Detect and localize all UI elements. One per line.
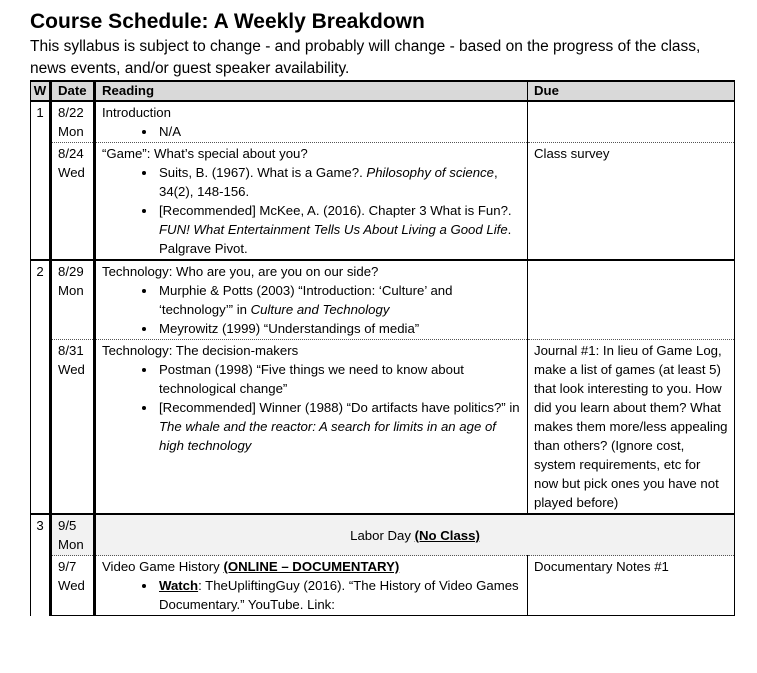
citation-details: . Palgrave Pivot. — [159, 222, 512, 256]
reading-list — [102, 122, 521, 141]
date: 9/7 — [58, 559, 77, 574]
reading-list — [102, 281, 521, 338]
syllabus-page — [30, 8, 735, 616]
due-cell: Class survey — [528, 143, 735, 261]
table-header-row — [31, 81, 735, 101]
online-documentary-note: (ONLINE – DOCUMENTARY) — [223, 559, 400, 574]
date: 8/24 — [58, 146, 84, 161]
day: Mon — [58, 283, 84, 298]
holiday-cell — [95, 514, 735, 556]
header-date: Date — [51, 81, 95, 101]
intro-paragraph: This syllabus is subject to change - and probably will change - based on the progress of the class, news events, and/or guest speaker availability. — [30, 38, 701, 77]
reading-cell — [95, 260, 528, 340]
topic-text: Video Game History — [102, 559, 224, 574]
reading-list — [102, 576, 521, 614]
citation-title: The whale and the reactor: A search for limits in an age of high technology — [159, 419, 496, 453]
due-cell — [528, 260, 735, 340]
date-cell — [51, 340, 95, 515]
week-number: 2 — [31, 260, 51, 514]
topic: Technology: Who are you, are you on our side? — [102, 264, 379, 279]
table-row — [31, 101, 735, 143]
reading-list — [102, 163, 521, 258]
date-cell — [51, 143, 95, 261]
day: Wed — [58, 362, 85, 377]
date: 9/5 — [58, 518, 77, 533]
date-cell — [51, 556, 95, 616]
header-reading: Reading — [95, 81, 528, 101]
reading-list — [102, 360, 521, 455]
topic: “Game”: What’s special about you? — [102, 146, 308, 161]
citation: Suits, B. (1967). What is a Game?. — [159, 165, 367, 180]
reading-cell — [95, 143, 528, 261]
reading-cell — [95, 101, 528, 143]
page-title: Course Schedule: A Weekly Breakdown — [30, 10, 425, 33]
date: 8/31 — [58, 343, 84, 358]
table-row — [31, 340, 735, 515]
list-item: • N/A — [157, 122, 521, 141]
citation: Murphie & Potts (2003) “Introduction: ‘Culture’ and ‘technology’” in — [159, 283, 453, 317]
header-due: Due — [528, 81, 735, 101]
holiday-label: Labor Day — [350, 527, 415, 543]
list-item: • Postman (1998) “Five things we need to know about technological change” — [157, 360, 521, 398]
citation-title: Culture and Technology — [250, 302, 390, 317]
reading-cell — [95, 340, 528, 515]
list-item — [157, 576, 521, 614]
due-cell — [528, 101, 735, 143]
topic: Introduction — [102, 105, 171, 120]
schedule-table — [30, 80, 735, 616]
reading-cell — [95, 556, 528, 616]
day: Wed — [58, 165, 85, 180]
list-item — [157, 281, 521, 319]
date-cell — [51, 514, 95, 556]
date-cell — [51, 101, 95, 143]
table-row — [31, 556, 735, 616]
topic — [102, 557, 521, 576]
list-item — [157, 201, 521, 258]
table-row — [31, 514, 735, 556]
citation-title: FUN! What Entertainment Tells Us About Living a Good Life — [159, 222, 508, 237]
day: Mon — [58, 537, 84, 552]
day: Wed — [58, 578, 85, 593]
date: 8/29 — [58, 264, 84, 279]
topic: Technology: The decision-makers — [102, 343, 299, 358]
table-row — [31, 260, 735, 340]
list-item — [157, 398, 521, 455]
week-number: 3 — [31, 514, 51, 616]
table-row — [31, 143, 735, 261]
watch-label: Watch — [159, 578, 199, 593]
citation: [Recommended] McKee, A. (2016). Chapter 3 What is Fun?. — [159, 203, 512, 218]
no-class-note: (No Class) — [414, 527, 480, 543]
date: 8/22 — [58, 105, 84, 120]
citation-title: Philosophy of science — [366, 165, 494, 180]
day: Mon — [58, 124, 84, 139]
due-cell: Journal #1: In lieu of Game Log, make a list of games (at least 5) that look interesting to you. How did you learn about them? What makes them more/less appealing than others? (Ignore cost, system requirements, etc for now but pick ones you have not played before) — [528, 340, 735, 515]
citation-details: , 34(2), 148-156. — [159, 165, 498, 199]
citation: : TheUpliftingGuy (2016). “The History of Video Games Documentary.” YouTube. Link: — [159, 578, 519, 612]
list-item — [157, 163, 521, 201]
list-item: • Meyrowitz (1999) “Understandings of media” — [157, 319, 521, 338]
week-number: 1 — [31, 101, 51, 260]
citation: [Recommended] Winner (1988) “Do artifacts have politics?” in — [159, 400, 520, 415]
due-cell: Documentary Notes #1 — [528, 556, 735, 616]
date-cell — [51, 260, 95, 340]
header-week: W — [31, 81, 51, 101]
